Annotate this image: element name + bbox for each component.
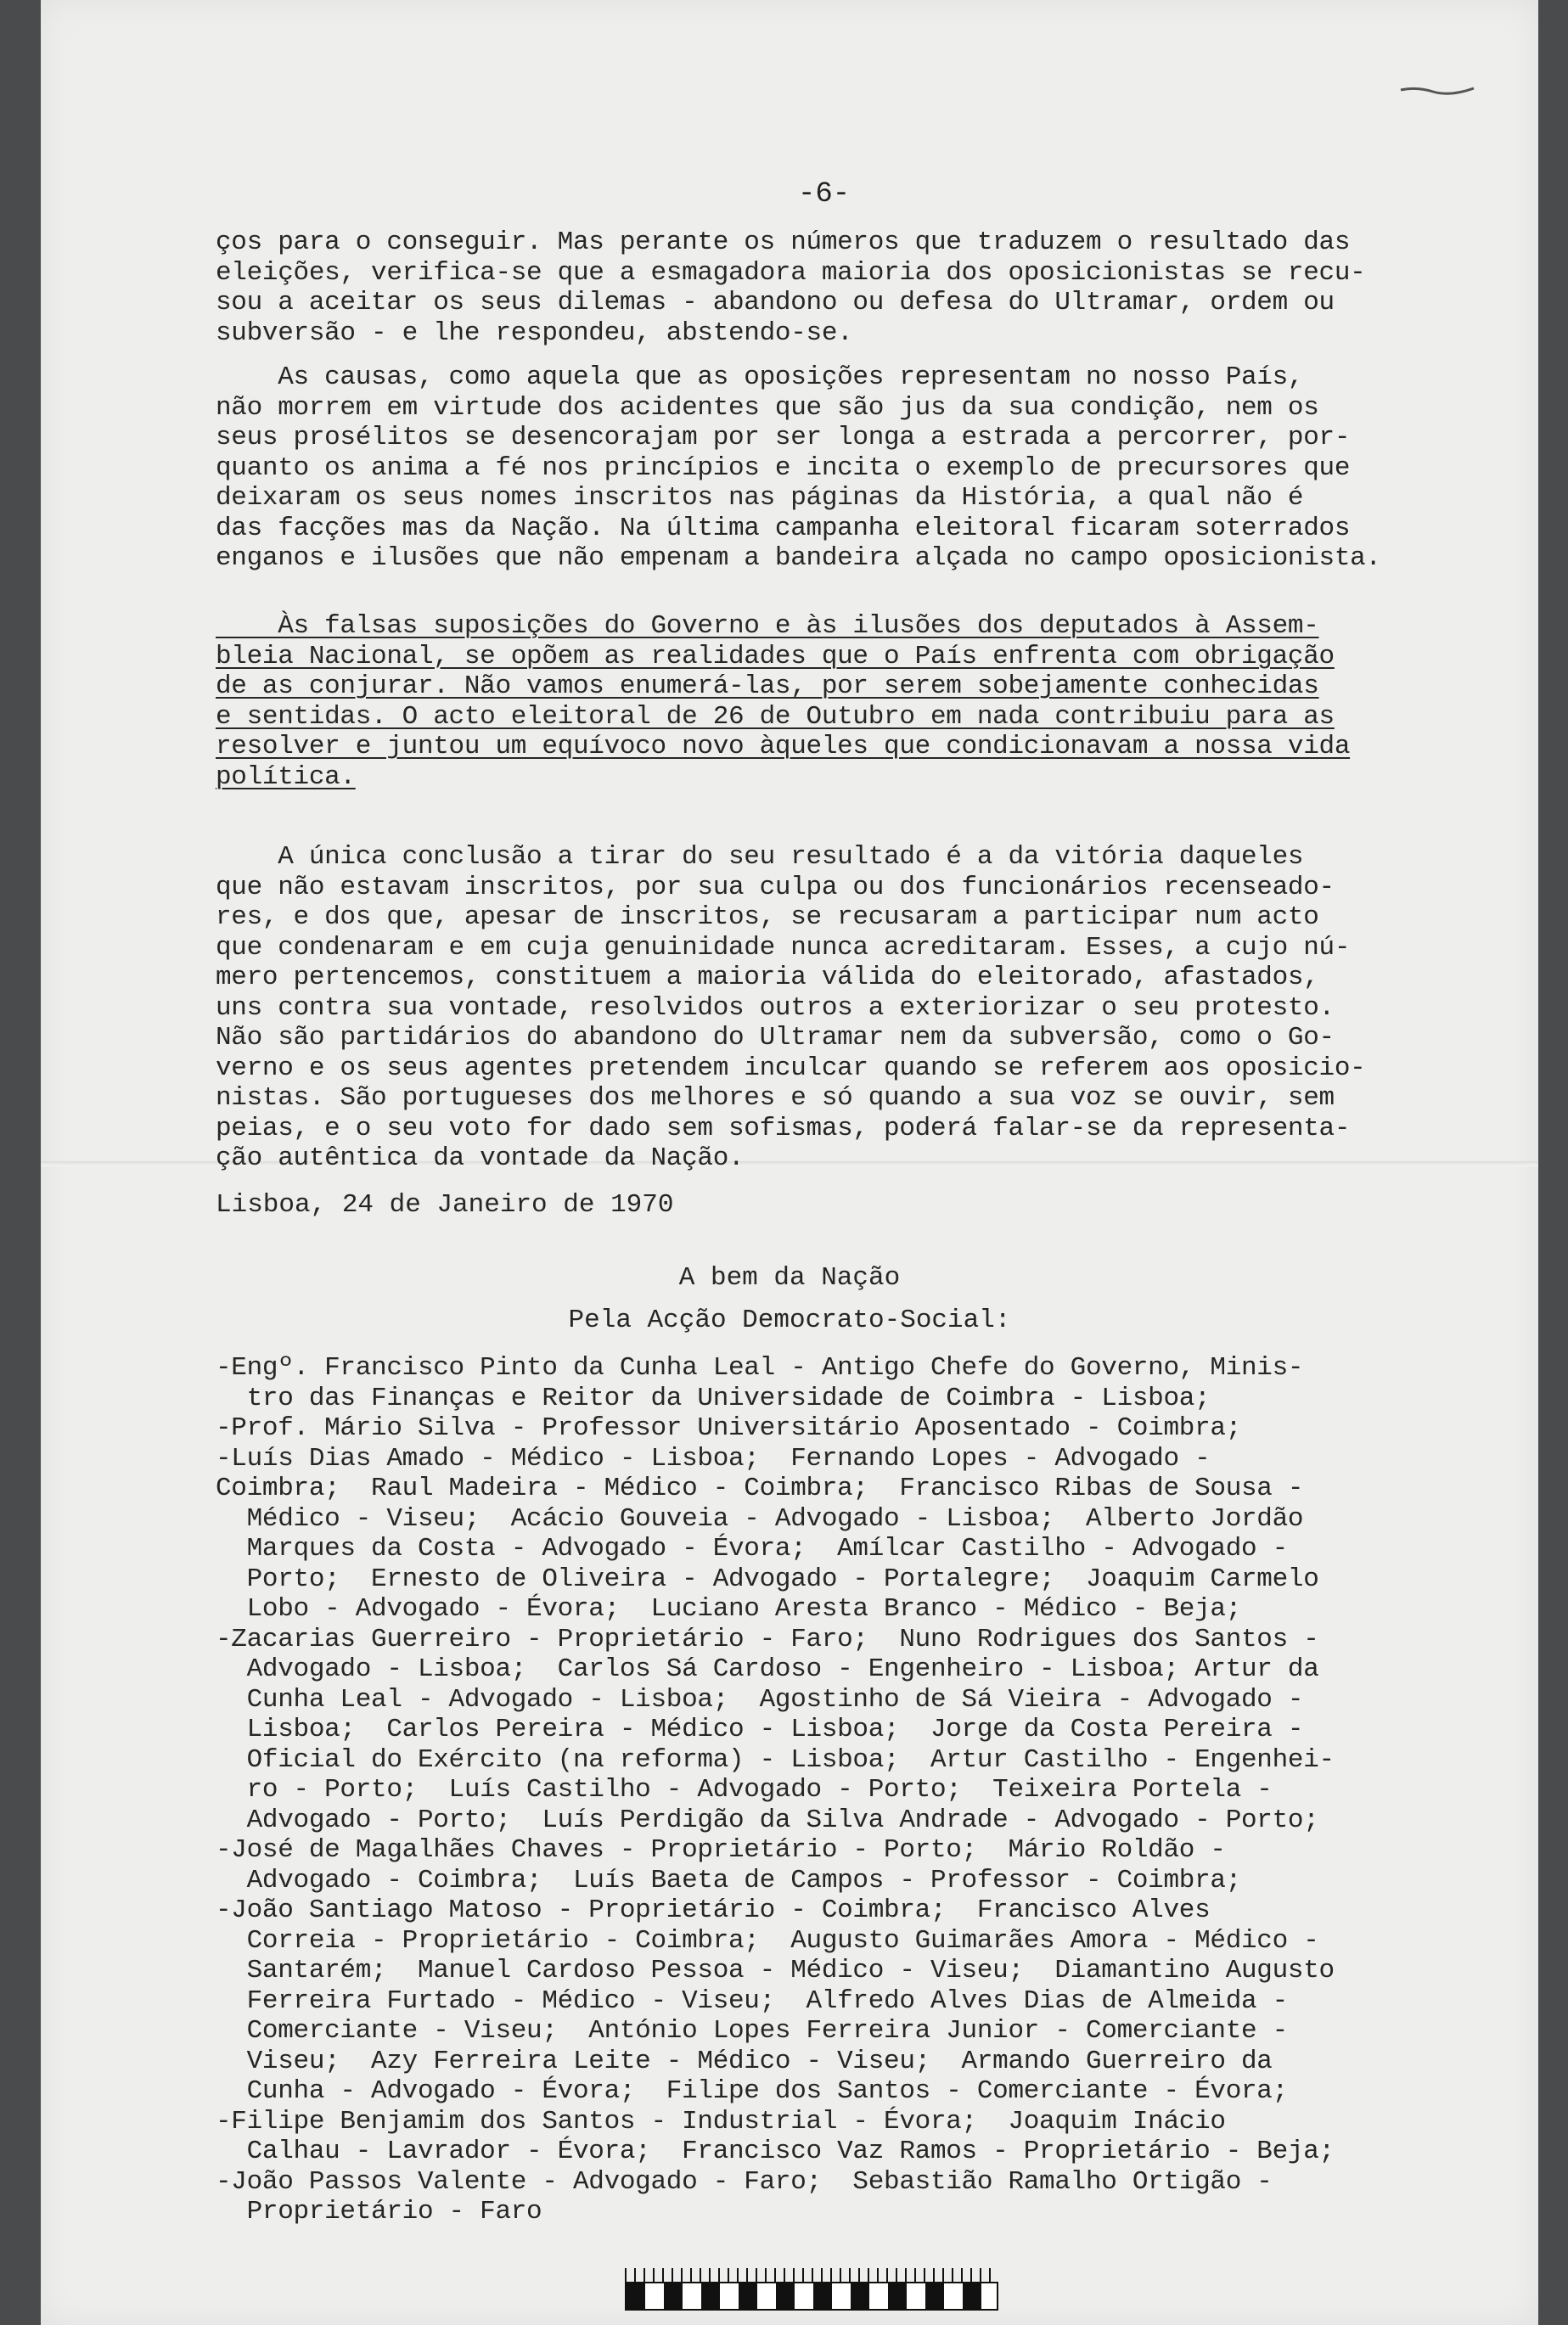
signatory-line: Proprietário - Faro (216, 2197, 542, 2227)
text-line: e sentidas. O acto eleitoral de 26 de Outubro em nada contribuiu para as (216, 701, 1335, 732)
closing-salutation: A bem da Nação (678, 1263, 901, 1293)
signatory-line: -Filipe Benjamim dos Santos - Industrial - Évora; Joaquim Inácio (216, 2106, 1226, 2137)
text-line: não morrem em virtude dos acidentes que são jus da sua condição, nem os (216, 392, 1319, 423)
signatory-line: ro - Porto; Luís Castilho - Advogado - Porto; Teixeira Portela - (216, 1775, 1273, 1805)
paragraph-1 (216, 227, 1540, 348)
signatory-line: Advogado - Porto; Luís Perdigão da Silva Andrade - Advogado - Porto; (216, 1805, 1319, 1835)
text-line: uns contra sua vontade, resolvidos outros a exteriorizar o seu protesto. (216, 992, 1335, 1023)
text-line: sou a aceitar os seus dilemas - abandono ou defesa do Ultramar, ordem ou (216, 288, 1335, 317)
signatory-line: Ferreira Furtado - Médico - Viseu; Alfredo Alves Dias de Almeida - (216, 1985, 1288, 2016)
text-line: verno e os seus agentes pretendem inculcar quando se referem aos oposicio- (216, 1053, 1366, 1083)
text-line: enganos e ilusões que não empenam a bandeira alçada no campo oposicionista. (216, 543, 1381, 573)
signatory-line: Lobo - Advogado - Évora; Luciano Aresta Branco - Médico - Beja; (216, 1594, 1242, 1624)
text-line: A única conclusão a tirar do seu resultado é a da vitória daqueles (216, 842, 1304, 872)
signatory-line: Advogado - Lisboa; Carlos Sá Cardoso - Engenheiro - Lisboa; Artur da (216, 1654, 1319, 1684)
text-line: das facções mas da Nação. Na última campanha eleitoral ficaram soterrados (216, 513, 1351, 543)
text-line: política. (216, 761, 356, 792)
signatory-line: Cunha Leal - Advogado - Lisboa; Agostinho de Sá Vieira - Advogado - (216, 1684, 1304, 1715)
text-line: quanto os anima a fé nos princípios e incita o exemplo de precursores que (216, 452, 1351, 483)
text-line: eleições, verifica-se que a esmagadora maioria dos oposicionistas se recu- (216, 257, 1366, 288)
text-line: que não estavam inscritos, por sua culpa ou dos funcionários recenseado- (216, 872, 1335, 902)
signatory-line: Oficial do Exército (na reforma) - Lisboa; Artur Castilho - Engenhei- (216, 1744, 1335, 1775)
text-line: peias, e o seu voto for dado sem sofismas, poderá falar-se da representa- (216, 1113, 1351, 1143)
corner-ink-mark (1399, 85, 1475, 97)
signatory-line: tro das Finanças e Reitor da Universidade de Coimbra - Lisboa; (216, 1383, 1211, 1413)
signatory-line: Porto; Ernesto de Oliveira - Advogado - Portalegre; Joaquim Carmelo (216, 1564, 1319, 1594)
signatory-line: Santarém; Manuel Cardoso Pessoa - Médico - Viseu; Diamantino Augusto (216, 1956, 1335, 1985)
paragraph-2 (216, 362, 1540, 574)
text-line: subversão - e lhe respondeu, abstendo-se. (216, 317, 853, 348)
text-line: bleia Nacional, se opõem as realidades que o País enfrenta com obrigação (216, 641, 1335, 671)
signatory-line: -Zacarias Guerreiro - Proprietário - Faro; Nuno Rodrigues dos Santos - (216, 1624, 1319, 1654)
signatory-line: Advogado - Coimbra; Luís Baeta de Campos - Professor - Coimbra; (216, 1865, 1242, 1895)
date-line: Lisboa, 24 de Janeiro de 1970 (216, 1190, 674, 1220)
paragraph-4 (216, 842, 1540, 1174)
text-line: Não são partidários do abandono do Ultramar nem da subversão, como o Go- (216, 1023, 1335, 1053)
text-line: res, e dos que, apesar de inscritos, se recusaram a participar num acto (216, 902, 1319, 932)
scale-ruler-ticks (625, 2268, 998, 2282)
text-line: mero pertencemos, constituem a maioria válida do eleitorado, afastados, (216, 963, 1319, 992)
text-line: ção autêntica da vontade da Nação. (216, 1143, 745, 1173)
signatory-line: Comerciante - Viseu; António Lopes Ferreira Junior - Comerciante - (216, 2016, 1288, 2046)
signatory-line: -José de Magalhães Chaves - Proprietário - Porto; Mário Roldão - (216, 1835, 1226, 1865)
organization-name: Pela Acção Democrato-Social: (568, 1306, 1011, 1335)
text-line: de as conjurar. Não vamos enumerá-las, por serem sobejamente conhecidas (216, 671, 1319, 701)
signatory-line: Lisboa; Carlos Pereira - Médico - Lisboa; Jorge da Costa Pereira - (216, 1715, 1304, 1744)
text-line: resolver e juntou um equívoco novo àqueles que condicionavam a nossa vida (216, 732, 1351, 761)
signatory-line: Correia - Proprietário - Coimbra; Augusto Guimarães Amora - Médico - (216, 1925, 1319, 1956)
signatory-line: -Engº. Francisco Pinto da Cunha Leal - Antigo Chefe do Governo, Minis- (216, 1353, 1304, 1383)
signatory-line: Viseu; Azy Ferreira Leite - Médico - Viseu; Armando Guerreiro da (216, 2046, 1273, 2076)
paragraph-3-underlined (216, 611, 1540, 792)
text-line: As causas, como aquela que as oposições representam no nosso País, (216, 362, 1304, 392)
signatory-line: -Luís Dias Amado - Médico - Lisboa; Fernando Lopes - Advogado - (216, 1443, 1211, 1474)
signatory-line: Marques da Costa - Advogado - Évora; Amílcar Castilho - Advogado - (216, 1534, 1288, 1564)
signatory-line (216, 2227, 1540, 2258)
signatory-line: Calhau - Lavrador - Évora; Francisco Vaz Ramos - Proprietário - Beja; (216, 2137, 1335, 2166)
signatory-line: Coimbra; Raul Madeira - Médico - Coimbra; Francisco Ribas de Sousa - (216, 1474, 1304, 1503)
signatory-line: -João Passos Valente - Advogado - Faro; Sebastião Ramalho Ortigão - (216, 2166, 1273, 2197)
text-line: que condenaram e em cuja genuinidade nunca acreditaram. Esses, a cujo nú- (216, 932, 1351, 963)
page-number: -6- (798, 178, 851, 211)
text-line: Às falsas suposições do Governo e às ilusões dos deputados à Assem- (216, 611, 1319, 641)
document-page (41, 0, 1538, 2325)
signatory-line: Cunha - Advogado - Évora; Filipe dos Santos - Comerciante - Évora; (216, 2076, 1288, 2106)
signatories-list (216, 1353, 1540, 2257)
text-line: deixaram os seus nomes inscritos nas páginas da História, a qual não é (216, 483, 1304, 513)
signatory-line: -Prof. Mário Silva - Professor Universitário Aposentado - Coimbra; (216, 1413, 1242, 1443)
signatory-line: -João Santiago Matoso - Proprietário - Coimbra; Francisco Alves (216, 1895, 1211, 1925)
text-line: seus prosélitos se desencorajam por ser longa a estrada a percorrer, por- (216, 423, 1351, 452)
text-line: nistas. São portugueses dos melhores e só quando a sua voz se ouvir, sem (216, 1083, 1335, 1113)
signatory-line: Médico - Viseu; Acácio Gouveia - Advogado - Lisboa; Alberto Jordão (216, 1503, 1304, 1534)
scale-ruler (625, 2282, 998, 2311)
text-line: ços para o conseguir. Mas perante os números que traduzem o resultado das (216, 227, 1351, 257)
